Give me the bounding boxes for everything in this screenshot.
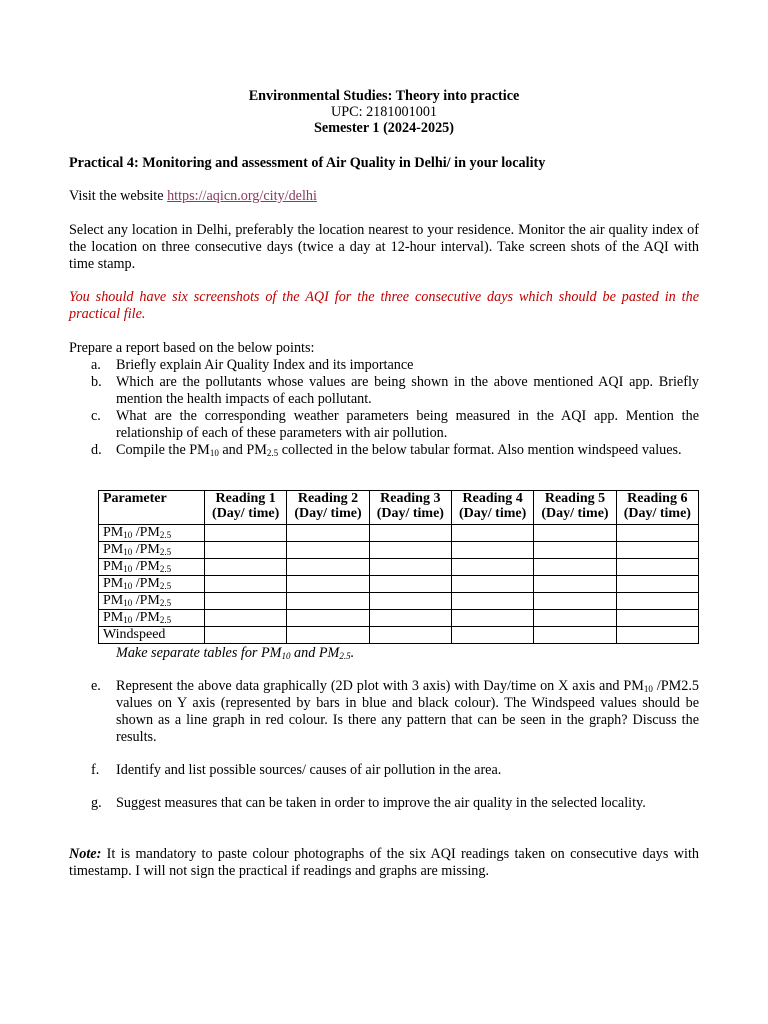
reading-name: Reading 3 [380, 491, 441, 506]
visit-website-line [69, 188, 699, 205]
reading-cell[interactable] [369, 525, 451, 542]
text-part: Make separate tables for PM [116, 645, 282, 661]
reading-cell[interactable] [287, 576, 369, 593]
reading-cell[interactable] [616, 542, 698, 559]
reading-name: Reading 4 [462, 491, 523, 506]
report-points-list [69, 357, 699, 459]
practical-title: Practical 4: Monitoring and assessment of Air Quality in Delhi/ in your locality [69, 155, 546, 171]
list-item-text: Briefly explain Air Quality Index and its importance [116, 357, 414, 373]
reading-cell[interactable] [287, 593, 369, 610]
pm-param-cell: $PM_{10}$ $/PM_{2.5}$ [99, 610, 205, 627]
table-row [99, 627, 699, 644]
reading-cell[interactable] [369, 542, 451, 559]
column-header-reading [205, 491, 287, 525]
reading-cell[interactable] [534, 627, 616, 644]
text-part: Compile the PM [116, 442, 210, 458]
note-label: Note: [69, 846, 102, 862]
reading-cell[interactable] [451, 627, 533, 644]
list-marker: g. [91, 795, 102, 811]
list-marker: a. [91, 357, 101, 373]
reading-cell[interactable] [616, 627, 698, 644]
pm-param-cell: $PM_{10}$ $/PM_{2.5}$ [99, 593, 205, 610]
table-caption [116, 645, 354, 662]
list-item [69, 762, 699, 779]
subscript: 10 [281, 651, 291, 661]
reading-cell[interactable] [287, 525, 369, 542]
reading-cell[interactable] [534, 576, 616, 593]
reading-cell[interactable] [616, 610, 698, 627]
note-text: It is mandatory to paste colour photographs of the six AQI readings taken on consecutive days with timestamp. I will not sign the practical if readings and graphs are missing. [69, 846, 699, 879]
text-part: and PM [218, 442, 267, 458]
list-item [69, 408, 699, 442]
text-part: . [350, 645, 355, 661]
list-item [69, 357, 699, 374]
list-item-text: Suggest measures that can be taken in order to improve the air quality in the selected locality. [116, 795, 646, 811]
pm-param-cell: $PM_{10}$ $/PM_{2.5}$ [99, 559, 205, 576]
column-header-reading [451, 491, 533, 525]
reading-cell[interactable] [534, 593, 616, 610]
text-part: collected in the below tabular format. Also mention windspeed values. [278, 442, 682, 458]
reading-cell[interactable] [451, 593, 533, 610]
course-title: Environmental Studies: Theory into practice [248, 88, 520, 104]
reading-cell[interactable] [369, 627, 451, 644]
list-marker: b. [91, 374, 102, 390]
reading-name: Reading 6 [627, 491, 688, 506]
reading-cell[interactable] [616, 525, 698, 542]
reading-cell[interactable] [451, 559, 533, 576]
list-item [69, 442, 699, 459]
reading-cell[interactable] [205, 559, 287, 576]
reading-cell[interactable] [451, 610, 533, 627]
subscript: 10 [643, 684, 653, 694]
list-marker: d. [91, 442, 102, 458]
list-item-g [69, 795, 699, 812]
reading-cell[interactable] [205, 627, 287, 644]
reading-cell[interactable] [369, 559, 451, 576]
reading-cell[interactable] [287, 559, 369, 576]
reading-sub: (Day/ time) [294, 506, 362, 521]
report-intro: Prepare a report based on the below points: [69, 340, 315, 356]
mandatory-note [69, 846, 699, 880]
list-item-text: Which are the pollutants whose values are being shown in the above mentioned AQI app. Briefly mention the health impacts of each pollutant. [116, 374, 699, 407]
document-header [0, 88, 768, 136]
subscript: 2.5 [339, 651, 351, 661]
reading-cell[interactable] [205, 525, 287, 542]
reading-cell[interactable] [451, 525, 533, 542]
table-header-row [99, 491, 699, 525]
list-marker: c. [91, 408, 101, 424]
semester: Semester 1 (2024-2025) [314, 120, 454, 136]
text-part: and PM [290, 645, 340, 661]
list-item [69, 678, 699, 746]
subscript: 2.5 [266, 448, 279, 458]
table-row [99, 525, 699, 542]
list-item [69, 374, 699, 408]
reading-name: Reading 5 [544, 491, 606, 506]
reading-cell[interactable] [205, 576, 287, 593]
reading-cell[interactable] [534, 542, 616, 559]
pm-param-cell: $PM_{10}$ $/PM_{2.5}$ [99, 525, 205, 542]
screenshot-notice: You should have six screenshots of the AQI for the three consecutive days which should be pasted in the practical file. [69, 289, 699, 322]
reading-cell[interactable] [534, 610, 616, 627]
reading-cell[interactable] [534, 559, 616, 576]
reading-sub: (Day/ time) [623, 506, 691, 521]
readings-table [98, 490, 699, 644]
windspeed-param-cell: Windspeed [99, 627, 205, 644]
pm-param-cell: $PM_{10}$ $/PM_{2.5}$ [99, 576, 205, 593]
reading-sub: (Day/ time) [541, 506, 609, 521]
reading-cell[interactable] [451, 576, 533, 593]
reading-cell[interactable] [205, 593, 287, 610]
table-row [99, 576, 699, 593]
reading-cell[interactable] [287, 542, 369, 559]
reading-sub: (Day/ time) [459, 506, 527, 521]
reading-cell[interactable] [369, 593, 451, 610]
upc-code: UPC: 2181001001 [330, 104, 438, 120]
reading-cell[interactable] [205, 610, 287, 627]
pm-param-cell: $PM_{10}$ $/PM_{2.5}$ [99, 542, 205, 559]
list-item-text [116, 678, 699, 745]
list-item-text: What are the corresponding weather parameters being measured in the AQI app. Mention the relationship of each of these parameters with air pollution. [116, 408, 699, 441]
table-row [99, 559, 699, 576]
reading-cell[interactable] [205, 542, 287, 559]
reading-cell[interactable] [616, 576, 698, 593]
list-item-e [69, 678, 699, 746]
reading-cell[interactable] [616, 593, 698, 610]
reading-cell[interactable] [616, 559, 698, 576]
list-item-text [116, 442, 682, 458]
list-item [69, 795, 699, 812]
list-item-text: Identify and list possible sources/ causes of air pollution in the area. [116, 762, 502, 778]
visit-prefix: Visit the website [69, 188, 168, 204]
list-item-f [69, 762, 699, 779]
list-marker: e. [91, 678, 101, 694]
text-part: Represent the above data graphically (2D plot with 3 axis) with Day/time on X axis and PM [116, 678, 644, 694]
reading-cell[interactable] [369, 610, 451, 627]
table-row [99, 610, 699, 627]
column-header-reading [287, 491, 369, 525]
column-header-reading [534, 491, 616, 525]
subscript: 10 [209, 448, 219, 458]
table-row [99, 542, 699, 559]
text-part: /PM2.5 values on Y axis (represented by bars in blue and black colour). The Windspeed values should be shown as a line graph in red colour. Is there any pattern that can be seen in the graph? Discuss the results. [116, 678, 699, 745]
reading-sub: (Day/ time) [376, 506, 444, 521]
reading-cell[interactable] [451, 542, 533, 559]
list-marker: f. [91, 762, 100, 778]
reading-cell[interactable] [534, 525, 616, 542]
reading-name: Reading 1 [215, 491, 276, 506]
reading-name: Reading 2 [297, 491, 359, 506]
column-header-parameter: Parameter [99, 491, 205, 525]
table-row [99, 593, 699, 610]
column-header-reading [616, 491, 698, 525]
aqicn-link[interactable]: https://aqicn.org/city/delhi [167, 188, 317, 204]
instructions-paragraph: Select any location in Delhi, preferably the location nearest to your residence. Monitor the air quality index of the location on three consecutive days (twice a day at 12-hour interval). Take screen shots of the AQI with time stamp. [69, 222, 699, 272]
reading-cell[interactable] [287, 610, 369, 627]
reading-cell[interactable] [287, 627, 369, 644]
column-header-reading [369, 491, 451, 525]
reading-sub: (Day/ time) [212, 506, 280, 521]
reading-cell[interactable] [369, 576, 451, 593]
